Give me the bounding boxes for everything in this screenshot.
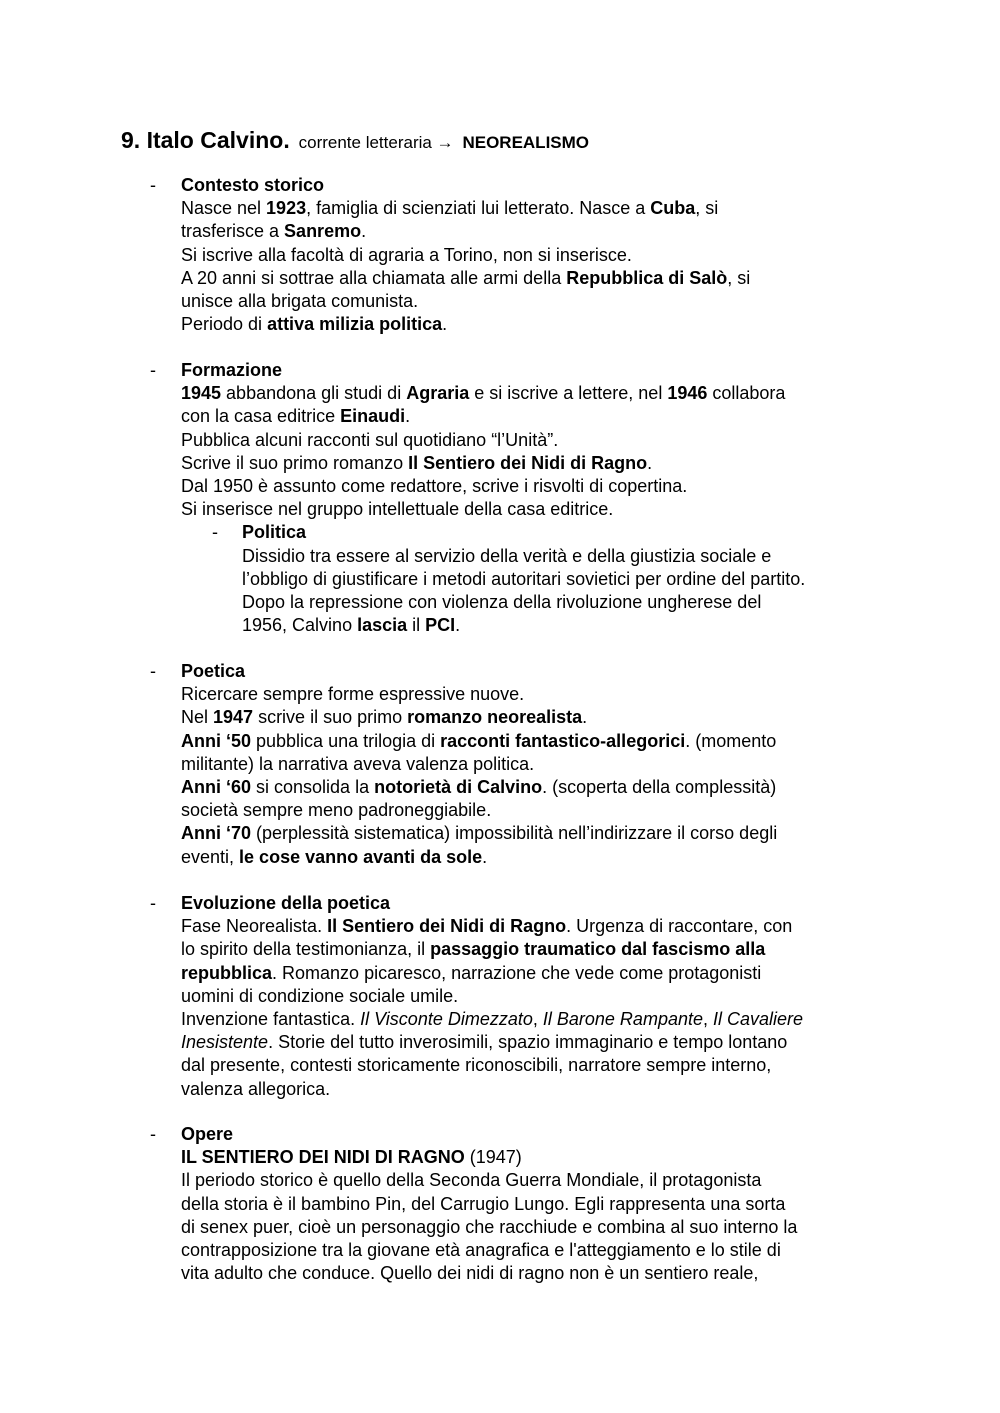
italic-text: Il Barone Rampante [542, 1009, 703, 1030]
text-line [181, 683, 901, 706]
title-main: 9. Italo Calvino. [121, 127, 290, 153]
text-span: valenza allegorica. [181, 1078, 331, 1099]
text-line [181, 822, 901, 845]
text-span: . Urgenza di raccontare, con [566, 916, 793, 937]
text-line [181, 1239, 901, 1262]
bold-text: Anni ‘70 [181, 823, 252, 844]
text-span: trasferisce a [181, 221, 285, 242]
section-text [181, 915, 901, 1101]
text-span: 1956, Calvino [242, 615, 358, 636]
bold-text: romanzo neorealista [407, 707, 583, 728]
text-line [181, 475, 901, 498]
text-line [242, 545, 901, 568]
text-line [181, 1078, 901, 1101]
text-span: militante) la narrativa aveva valenza politica. [181, 753, 535, 774]
section-body [181, 359, 901, 637]
italic-text: Inesistente [181, 1032, 269, 1053]
bold-text: lascia [357, 615, 408, 636]
text-line [242, 614, 901, 637]
bold-text: 1923 [266, 198, 307, 219]
text-line [181, 267, 901, 290]
text-span: e si iscrive a lettere, nel [469, 383, 668, 404]
text-line [181, 429, 901, 452]
text-span: Nel [181, 707, 214, 728]
bold-text: PCI [425, 615, 456, 636]
text-span: Dopo la repressione con violenza della rivoluzione ungherese del [242, 592, 762, 613]
text-line [242, 568, 901, 591]
text-span: . [361, 221, 367, 242]
bold-text: Il Sentiero dei Nidi di Ragno [327, 916, 567, 937]
bold-text: Repubblica di Salò [566, 267, 728, 288]
bold-text: racconti fantastico-allegorici [440, 730, 686, 751]
bold-text: repubblica [181, 962, 273, 983]
text-span: società sempre meno padroneggiabile. [181, 800, 492, 821]
section-body [181, 174, 901, 336]
text-line [181, 382, 901, 405]
text-line [181, 985, 901, 1008]
bold-text: Agraria [406, 383, 470, 404]
text-span: l’obbligo di giustificare i metodi autoritari sovietici per ordine del partito. [242, 568, 806, 589]
section-text [181, 1146, 901, 1285]
text-span: Invenzione fantastica. [181, 1009, 361, 1030]
bold-text: 1947 [213, 707, 254, 728]
text-span: . [482, 846, 488, 867]
text-line [181, 1169, 901, 1192]
text-span: di senex puer, cioè un personaggio che racchiude e combina al suo interno la [181, 1216, 798, 1237]
bullet-dash: - [150, 661, 156, 681]
bold-text: attiva milizia politica [267, 314, 443, 335]
text-span: Pubblica alcuni racconti sul quotidiano “l’Unità”. [181, 429, 559, 450]
text-line [181, 962, 901, 985]
section-text [181, 382, 901, 521]
italic-text: Il Visconte Dimezzato [360, 1009, 533, 1030]
text-span: . [647, 452, 653, 473]
text-span: , [532, 1009, 543, 1030]
bold-text: Sanremo [284, 221, 362, 242]
bullet-dash: - [150, 1124, 156, 1144]
italic-text: Il Cavaliere [713, 1009, 804, 1030]
text-span: . [455, 615, 461, 636]
bold-text: Anni ‘60 [181, 777, 252, 798]
section-heading: Evoluzione della poetica [181, 893, 391, 913]
bullet-dash: - [150, 175, 156, 195]
text-span: Si inserisce nel gruppo intellettuale della casa editrice. [181, 499, 614, 520]
section-heading: Contesto storico [181, 175, 325, 195]
text-span: Scrive il suo primo romanzo [181, 452, 409, 473]
text-line [181, 846, 901, 869]
text-span: , famiglia di scienziati lui letterato. Nasce a [306, 198, 651, 219]
text-line [181, 776, 901, 799]
text-span: , [702, 1009, 713, 1030]
section-text [181, 683, 901, 869]
section-heading: Poetica [181, 661, 246, 681]
text-line [181, 730, 901, 753]
section-heading: Formazione [181, 360, 283, 380]
text-line [181, 197, 901, 220]
bold-text: 1946 [667, 383, 708, 404]
text-span: lo spirito della testimonianza, il [181, 939, 431, 960]
text-span: scrive il suo primo [253, 707, 408, 728]
section-body [181, 1123, 901, 1285]
text-line [181, 938, 901, 961]
text-span: Dal 1950 è assunto come redattore, scrive i risvolti di copertina. [181, 476, 688, 497]
bold-text: Cuba [650, 198, 696, 219]
text-line [181, 915, 901, 938]
bold-text: Einaudi [340, 406, 406, 427]
title-movement: NEOREALISMO [462, 133, 590, 152]
text-span: . [405, 406, 411, 427]
text-span: con la casa editrice [181, 406, 341, 427]
text-span: . (scoperta della complessità) [542, 777, 777, 798]
text-span: eventi, [181, 846, 240, 867]
subsection-text [242, 545, 901, 638]
text-span: , si [727, 267, 751, 288]
text-span: Nasce nel [181, 198, 267, 219]
text-span: pubblica una trilogia di [251, 730, 441, 751]
section-body [181, 660, 901, 869]
text-span: Si iscrive alla facoltà di agraria a Torino, non si inserisce. [181, 244, 632, 265]
text-span: si consolida la [251, 777, 375, 798]
text-span: . [442, 314, 448, 335]
text-span: contrapposizione tra la giovane età anagrafica e l'atteggiamento e lo stile di [181, 1240, 781, 1261]
text-line [181, 1054, 901, 1077]
text-line [181, 498, 901, 521]
bold-text: notorietà di Calvino [374, 777, 543, 798]
text-span: della storia è il bambino Pin, del Carrugio Lungo. Egli rappresenta una sorta [181, 1193, 786, 1214]
text-line [181, 799, 901, 822]
text-line [181, 1146, 901, 1169]
text-line [242, 591, 901, 614]
bullet-dash: - [150, 360, 156, 380]
text-span: unisce alla brigata comunista. [181, 291, 419, 312]
text-span: A 20 anni si sottrae alla chiamata alle armi della [181, 267, 567, 288]
text-line [181, 1216, 901, 1239]
text-span: vita adulto che conduce. Quello dei nidi di ragno non è un sentiero reale, [181, 1263, 759, 1284]
text-line [181, 290, 901, 313]
bold-text: Il Sentiero dei Nidi di Ragno [408, 452, 648, 473]
section-body [181, 892, 901, 1101]
text-span: abbandona gli studi di [221, 383, 407, 404]
text-span: . Romanzo picaresco, narrazione che vede come protagonisti [272, 962, 762, 983]
text-span: Periodo di [181, 314, 268, 335]
subsection-heading: Politica [242, 522, 307, 543]
page-title [121, 121, 589, 159]
bold-text: le cose vanno avanti da sole [239, 846, 483, 867]
bold-text: Anni ‘50 [181, 730, 252, 751]
text-line [181, 1262, 901, 1285]
text-line [181, 753, 901, 776]
text-line [181, 313, 901, 336]
text-line [181, 220, 901, 243]
text-span: Il periodo storico è quello della Seconda Guerra Mondiale, il protagonista [181, 1170, 762, 1191]
text-line [181, 1193, 901, 1216]
text-span: (1947) [464, 1147, 522, 1168]
bold-text: passaggio traumatico dal fascismo alla [430, 939, 766, 960]
text-span: . Storie del tutto inverosimili, spazio immaginario e tempo lontano [268, 1032, 788, 1053]
text-line [181, 1031, 901, 1054]
text-span: . (momento [685, 730, 777, 751]
title-subtitle: corrente letteraria → [298, 133, 454, 152]
text-span: Ricercare sempre forme espressive nuove. [181, 684, 525, 705]
bullet-dash: - [150, 893, 156, 913]
text-line [181, 1008, 901, 1031]
text-line [181, 244, 901, 267]
section-text [181, 197, 901, 336]
bullet-dash: - [212, 522, 218, 543]
text-span: (perplessità sistematica) impossibilità nell’indirizzare il corso degli [251, 823, 778, 844]
text-line [181, 452, 901, 475]
text-span: uomini di condizione sociale umile. [181, 985, 459, 1006]
text-span: il [407, 615, 426, 636]
text-line [181, 405, 901, 428]
text-span: dal presente, contesti storicamente riconoscibili, narratore sempre interno, [181, 1055, 772, 1076]
bold-text: IL SENTIERO DEI NIDI DI RAGNO [181, 1147, 465, 1168]
subsection-politica [212, 521, 901, 637]
bold-text: 1945 [181, 383, 222, 404]
text-span: collabora [707, 383, 786, 404]
text-span: Dissidio tra essere al servizio della verità e della giustizia sociale e [242, 545, 772, 566]
text-line [181, 706, 901, 729]
text-span: , si [695, 198, 719, 219]
section-heading: Opere [181, 1124, 234, 1144]
text-span: Fase Neorealista. [181, 916, 328, 937]
text-span: . [582, 707, 588, 728]
